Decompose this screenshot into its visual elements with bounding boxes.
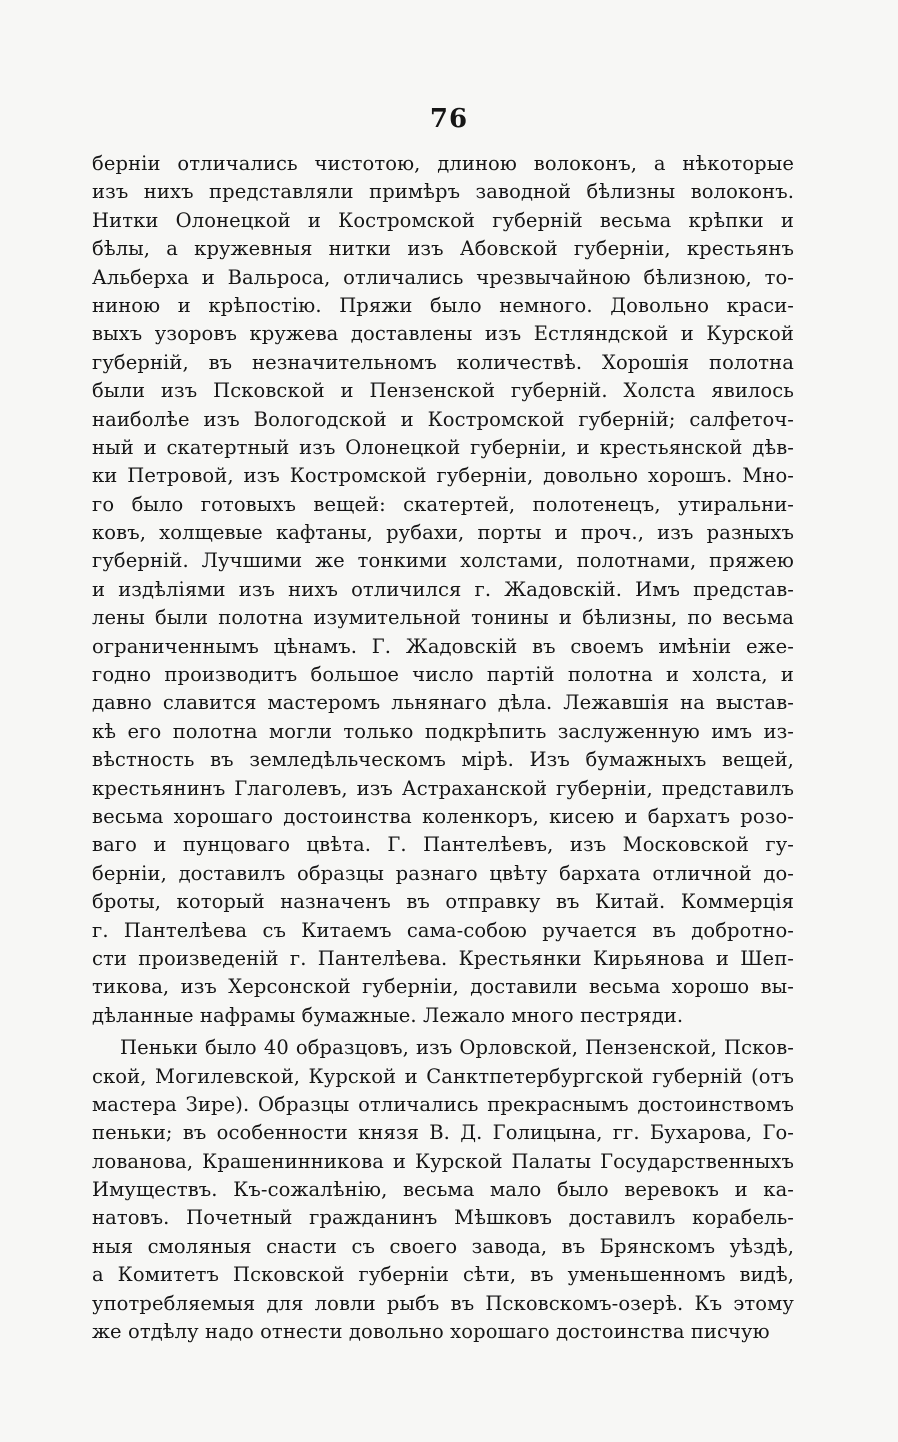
text-line: Имуществъ. Къ-сожалѣнію, весьма мало было веревокъ и ка- [92, 1178, 794, 1202]
text-line: ный и скатертный изъ Олонецкой губерніи, и крестьянской дѣв- [92, 435, 794, 459]
text-line: берніи, доставилъ образцы разнаго цвѣту бархата отличной до- [92, 861, 794, 885]
text-line: давно славится мастеромъ льнянаго дѣла. Лежавшія на выстав- [92, 691, 794, 715]
text-line: лены были полотна изумительной тонины и бѣлизны, по весьма [92, 606, 794, 630]
body-text [92, 150, 794, 1346]
text-line: годно производитъ большое число партій полотна и холста, и [92, 663, 794, 687]
text-line: ки Петровой, изъ Костромской губерніи, довольно хорошъ. Мно- [92, 464, 794, 488]
text-line: и издѣліями изъ нихъ отличился г. Жадовскій. Имъ представ- [92, 577, 794, 601]
text-line: г. Пантелѣева съ Китаемъ сама-собою ручается въ добротно- [92, 918, 794, 942]
text-line: крестьянинъ Глаголевъ, изъ Астраханской губерніи, представилъ [92, 776, 794, 800]
text-line: тикова, изъ Херсонской губерніи, доставили весьма хорошо вы- [92, 975, 794, 999]
text-line: ской, Могилевской, Курской и Санктпетербургской губерній (отъ [92, 1064, 794, 1088]
text-line: же отдѣлу надо отнести довольно хорошаго достоинства писчую [92, 1320, 770, 1344]
text-line: кѣ его полотна могли только подкрѣпить заслуженную имъ из- [92, 719, 794, 743]
text-line: ниною и крѣпостію. Пряжи было немного. Довольно краси- [92, 293, 794, 317]
text-line: наиболѣе изъ Вологодской и Костромской губерній; салфеточ- [92, 407, 794, 431]
text-line: лованова, Крашенинникова и Курской Палаты Государственныхъ [92, 1149, 794, 1173]
text-line: берніи отличались чистотою, длиною волоконъ, а нѣкоторые [92, 152, 794, 175]
text-line: ограниченнымъ цѣнамъ. Г. Жадовскій въ своемъ имѣніи еже- [92, 634, 794, 658]
text-line: губерній. Лучшими же тонкими холстами, полотнами, пряжею [92, 549, 794, 573]
text-line: а Комитетъ Псковской губерніи сѣти, въ уменьшенномъ видѣ, [92, 1263, 794, 1287]
text-line: натовъ. Почетный гражданинъ Мѣшковъ доставилъ корабель- [92, 1206, 794, 1230]
text-line: употребляемыя для ловли рыбъ въ Псковскомъ-озерѣ. Къ этому [92, 1291, 794, 1315]
text-line: вѣстность въ земледѣльческомъ мірѣ. Изъ бумажныхъ вещей, [92, 748, 794, 772]
text-line: пеньки; въ особенности князя В. Д. Голицына, гг. Бухарова, Го- [92, 1121, 794, 1145]
text-line: ковъ, холщевые кафтаны, рубахи, порты и проч., изъ разныхъ [92, 521, 794, 545]
text-line: изъ нихъ представляли примѣръ заводной бѣлизны волоконъ. [92, 180, 794, 204]
text-line: мастера Зире). Образцы отличались прекраснымъ достоинствомъ [92, 1092, 794, 1116]
text-line: весьма хорошаго достоинства коленкоръ, кисею и бархатъ розо- [92, 804, 794, 828]
text-line: Альберха и Вальроса, отличались чрезвычайною бѣлизною, то- [92, 265, 794, 289]
text-line: дѣланные нафрамы бумажные. Лежало много пестряди. [92, 1003, 684, 1027]
text-line: броты, который назначенъ въ отправку въ Китай. Коммерція [92, 890, 794, 914]
page-number: 76 [429, 104, 469, 134]
text-line: были изъ Псковской и Пензенской губерній. Холста явилось [92, 379, 794, 403]
text-line: ныя смоляныя снасти съ своего завода, въ Брянскомъ уѣздѣ, [92, 1234, 794, 1258]
text-line: Пеньки было 40 образцовъ, изъ Орловской, Пензенской, Псков- [120, 1036, 794, 1060]
text-line: сти произведеній г. Пантелѣева. Крестьянки Кирьянова и Шеп- [92, 946, 794, 970]
text-line: выхъ узоровъ кружева доставлены изъ Естляндской и Курской [92, 322, 794, 346]
text-line: Нитки Олонецкой и Костромской губерній весьма крѣпки и [92, 208, 794, 232]
text-line: ваго и пунцоваго цвѣта. Г. Пантелѣевъ, изъ Московской гу- [92, 833, 794, 857]
text-line: го было готовыхъ вещей: скатертей, полотенецъ, утиральни- [92, 492, 794, 516]
text-line: бѣлы, а кружевныя нитки изъ Абовской губерніи, крестьянъ [92, 237, 794, 261]
text-line: губерній, въ незначительномъ количествѣ. Хорошія полотна [92, 350, 794, 374]
